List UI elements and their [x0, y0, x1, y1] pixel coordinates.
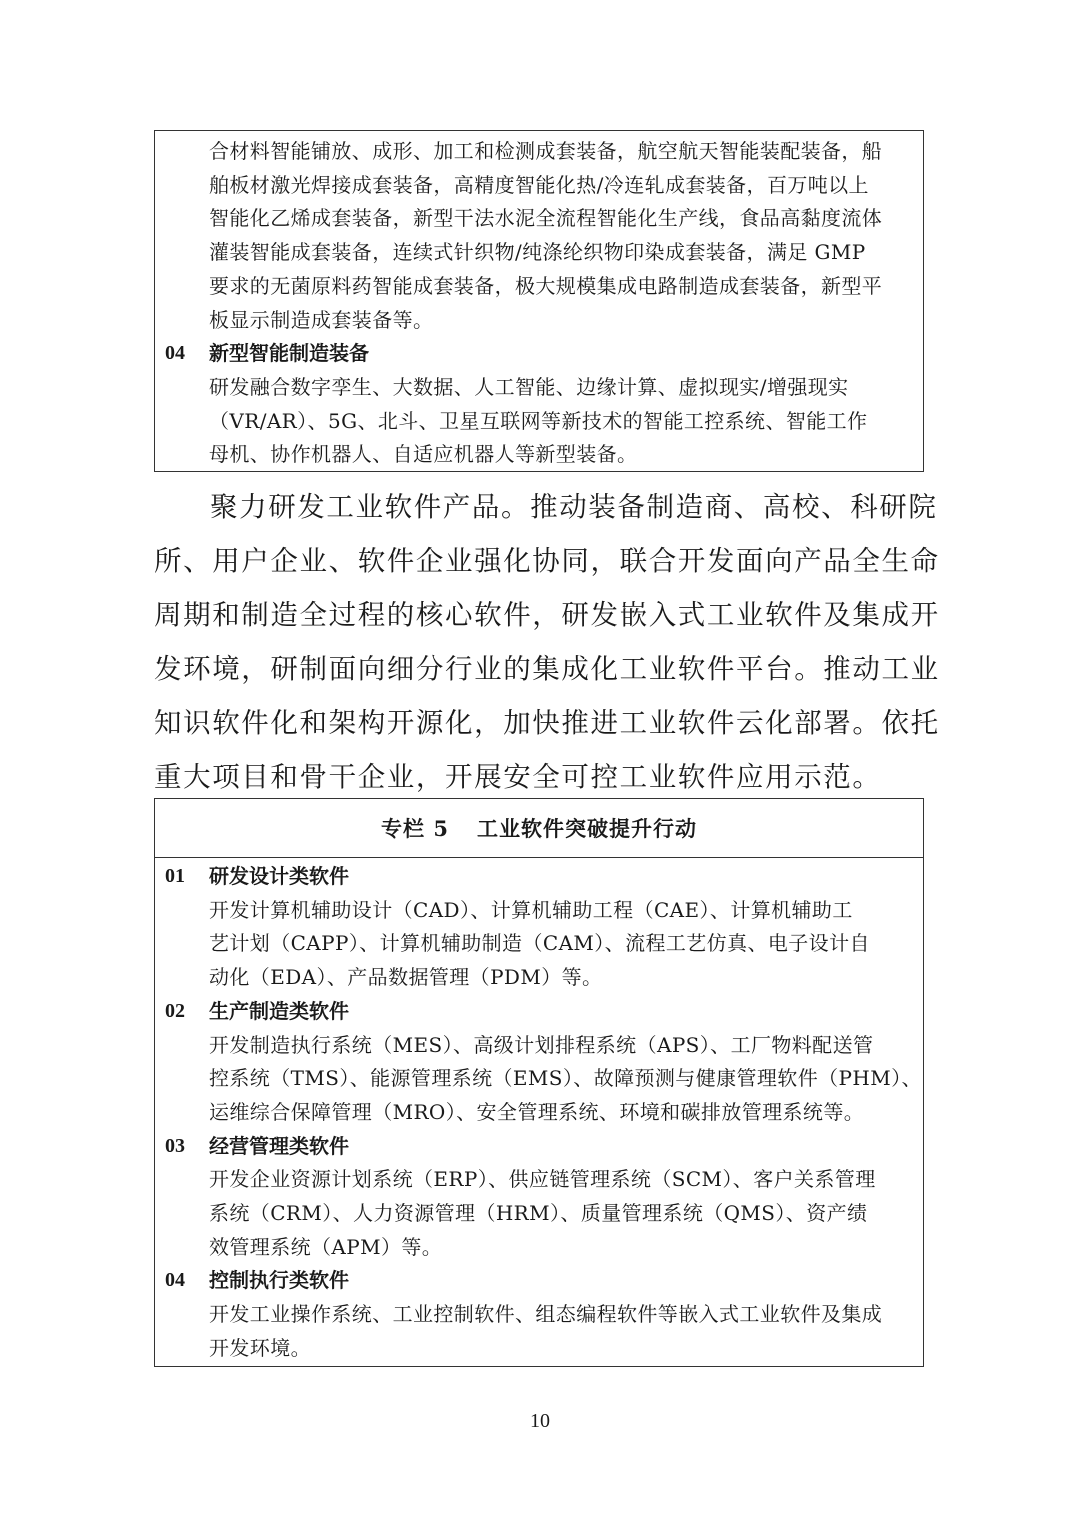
paragraph-line: 所、用户企业、软件企业强化协同，联合开发面向产品全生命: [154, 545, 940, 577]
box-body: [155, 858, 923, 1366]
column-box-5: [154, 798, 924, 1367]
box-text-line: 板显示制造成套装备等。: [209, 307, 434, 332]
section-title: 经营管理类软件: [209, 1133, 349, 1158]
section-title: 控制执行类软件: [209, 1268, 349, 1293]
column-box-continued: [154, 130, 924, 472]
box-text-line: 要求的无菌原料药智能成套装备，极大规模集成电路制造成套装备，新型平: [209, 273, 883, 298]
page-number: 10: [530, 1410, 550, 1432]
box-section-heading: [165, 1264, 913, 1298]
section-number: 03: [165, 1134, 185, 1157]
box-title: [155, 799, 923, 858]
box-text-line: 开发企业资源计划系统（ERP）、供应链管理系统（SCM）、客户关系管理: [209, 1167, 876, 1192]
box-text-line: （VR/AR）、5G、北斗、卫星互联网等新技术的智能工控系统、智能工作: [209, 408, 868, 433]
box-text-line: 运维综合保障管理（MRO）、安全管理系统、环境和碳排放管理系统等。: [209, 1099, 865, 1124]
paragraph-line: 发环境，研制面向细分行业的集成化工业软件平台。推动工业: [154, 653, 940, 685]
section-title: 研发设计类软件: [209, 864, 349, 888]
section-number: 02: [165, 999, 185, 1022]
box-text-line: 系统（CRM）、人力资源管理（HRM）、质量管理系统（QMS）、资产绩: [209, 1201, 868, 1226]
box-text-line: 动化（EDA）、产品数据管理（PDM）等。: [209, 965, 603, 990]
section-number: 04: [165, 342, 185, 365]
section-title: 生产制造类软件: [209, 998, 349, 1023]
box-text-line: 艺计划（CAPP）、计算机辅助制造（CAM）、流程工艺仿真、电子设计自: [209, 931, 870, 956]
paragraph-line: 知识软件化和架构开源化，加快推进工业软件云化部署。依托: [154, 707, 940, 739]
box-title-label: 专栏 5: [381, 816, 449, 841]
box-section-heading: [165, 860, 913, 894]
section-number: 01: [165, 865, 185, 887]
box-text-line: 研发融合数字孪生、大数据、人工智能、边缘计算、虚拟现实/增强现实: [209, 374, 849, 399]
paragraph-line: 重大项目和骨干企业，开展安全可控工业软件应用示范。: [154, 761, 882, 793]
box-text-line: 控系统（TMS）、能源管理系统（EMS）、故障预测与健康管理软件（PHM）、: [209, 1066, 922, 1091]
box-text-line: 智能化乙烯成套装备，新型干法水泥全流程智能化生产线，食品高黏度流体: [209, 206, 883, 231]
box-text-line: 母机、协作机器人、自适应机器人等新型装备。: [209, 442, 638, 467]
box-text-line: 效管理系统（APM）等。: [209, 1234, 443, 1259]
box-section-heading: [165, 995, 913, 1029]
section-number: 04: [165, 1269, 185, 1292]
box-text-line: 开发制造执行系统（MES）、高级计划排程系统（APS）、工厂物料配送管: [209, 1032, 874, 1057]
box-section-heading: [165, 1130, 913, 1164]
paragraph-line: 聚力研发工业软件产品。推动装备制造商、高校、科研院: [210, 491, 938, 523]
box-section-heading: [165, 337, 913, 371]
box-text-line: 开发计算机辅助设计（CAD）、计算机辅助工程（CAE）、计算机辅助工: [209, 897, 853, 922]
box-text-line: 舶板材激光焊接成套装备，高精度智能化热/冷连轧成套装备，百万吨以上: [209, 172, 869, 197]
box-text-line: 开发环境。: [209, 1335, 311, 1360]
section-title: 新型智能制造装备: [209, 341, 369, 366]
box-text-line: 灌装智能成套装备，连续式针织物/纯涤纶织物印染成套装备，满足 GMP: [209, 240, 866, 265]
paragraph-line: 周期和制造全过程的核心软件，研发嵌入式工业软件及集成开: [154, 599, 940, 631]
box-text-line: 合材料智能铺放、成形、加工和检测成套装备，航空航天智能装配装备，船: [209, 139, 883, 163]
box-title-text: 工业软件突破提升行动: [476, 816, 697, 841]
body-paragraph: [154, 480, 940, 804]
box-text-line: 开发工业操作系统、工业控制软件、组态编程软件等嵌入式工业软件及集成: [209, 1302, 883, 1327]
